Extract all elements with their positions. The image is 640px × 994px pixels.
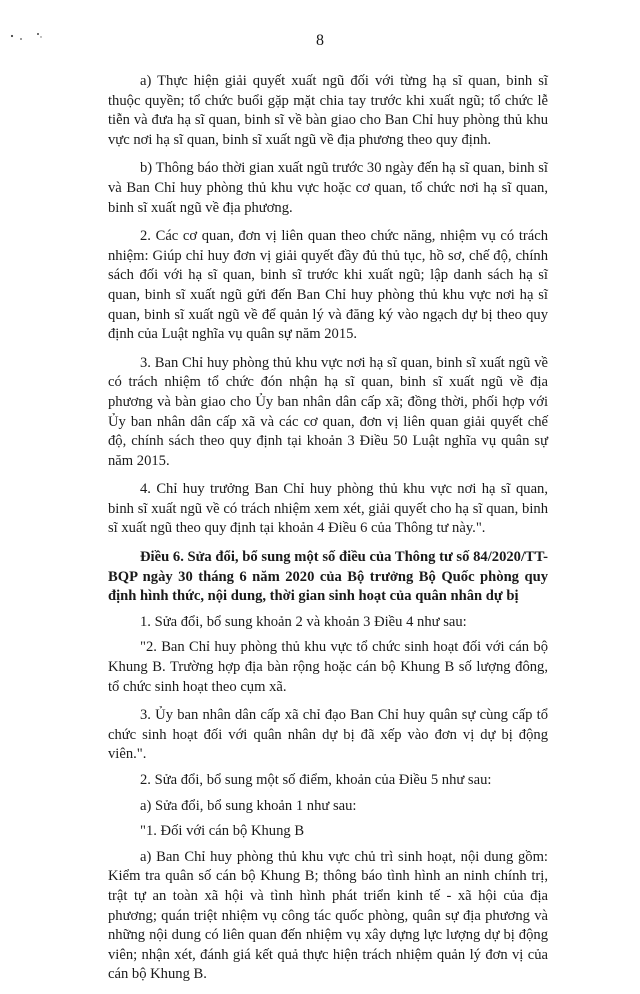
paragraph-amend-2a: a) Sửa đổi, bổ sung khoản 1 như sau:: [140, 797, 357, 814]
paragraph-clause-3: 3. Ban Chỉ huy phòng thủ khu vực nơi hạ sĩ quan, binh sĩ xuất ngũ về có trách nhiệm tổ chức đón nhận hạ sĩ quan, binh sĩ xuất ngũ về địa phương và bàn giao cho Ủy ban nhân dân cấp xã; đồng thời, phối hợp với Ủy ban nhân dân cấp xã và các cơ quan, đơn vị liên quan giải quyết chế độ, chính sách theo quy định tại khoản 3 Điều 50 Luật nghĩa vụ quân sự năm 2015.: [108, 354, 548, 469]
paragraph-khung-b-heading: "1. Đối với cán bộ Khung B: [140, 823, 305, 840]
page-number: 8: [316, 32, 324, 49]
article-6-title: Điều 6. Sửa đổi, bổ sung một số điều của Thông tư số 84/2020/TT-BQP ngày 30 tháng 6 năm 2020 của Bộ trưởng Bộ Quốc phòng quy định hình thức, nội dung, thời gian sinh hoạt của quân nhân dự bị: [108, 549, 548, 605]
paragraph-amend-2: 2. Sửa đổi, bổ sung một số điểm, khoản của Điều 5 như sau:: [140, 772, 492, 788]
paragraph-quote-3: 3. Ủy ban nhân dân cấp xã chỉ đạo Ban Chỉ huy quân sự cùng cấp tổ chức sinh hoạt đối với quân nhân dự bị đã xếp vào đơn vị dự bị động viên.".: [108, 707, 548, 763]
paragraph-3a: a) Thực hiện giải quyết xuất ngũ đối với từng hạ sĩ quan, binh sĩ thuộc quyền; tổ chức buổi gặp mặt chia tay trước khi xuất ngũ; tổ chức lễ tiễn và đưa hạ sĩ quan, binh sĩ về bàn giao cho Ban Chỉ huy phòng thủ khu vực nơi hạ sĩ quan, binh sĩ xuất ngũ về địa phương theo quy định.: [108, 73, 548, 148]
paragraph-clause-2: 2. Các cơ quan, đơn vị liên quan theo chức năng, nhiệm vụ có trách nhiệm: Giúp chỉ huy đơn vị giải quyết đầy đủ thủ tục, hồ sơ, chế độ, chính sách đối với hạ sĩ quan, binh sĩ trước khi xuất ngũ; lập danh sách hạ sĩ quan, binh sĩ xuất ngũ gửi đến Ban Chỉ huy phòng thủ khu vực nơi hạ sĩ quan, binh sĩ xuất ngũ về để quản lý và đăng ký vào ngạch dự bị theo quy định của Luật nghĩa vụ quân sự năm 2015.: [108, 228, 548, 343]
paragraph-khung-b-a: a) Ban Chỉ huy phòng thủ khu vực chủ trì sinh hoạt, nội dung gồm: Kiểm tra quân số cán bộ Khung B; thông báo tình hình an ninh chính trị, trật tự an toàn xã hội và tình hình phát triển kinh tế - xã hội của địa phương; quán triệt nhiệm vụ công tác quốc phòng, quân sự địa phương và những nội dung có liên quan đến nhiệm vụ xây dựng lực lượng dự bị động viên; nhận xét, đánh giá kết quả thực hiện trách nhiệm quản lý đơn vị của cán bộ Khung B.: [108, 848, 548, 983]
paragraph-clause-4: 4. Chỉ huy trưởng Ban Chỉ huy phòng thủ khu vực nơi hạ sĩ quan, binh sĩ xuất ngũ về có trách nhiệm xem xét, giải quyết cho hạ sĩ quan, binh sĩ xuất ngũ theo quy định tại khoản 4 Điều 6 của Thông tư này.".: [108, 481, 548, 537]
document-body: [108, 72, 548, 994]
paragraph-amend-1: 1. Sửa đổi, bổ sung khoản 2 và khoản 3 Điều 4 như sau:: [140, 613, 467, 630]
paragraph-3b: b) Thông báo thời gian xuất ngũ trước 30 ngày đến hạ sĩ quan, binh sĩ và Ban Chỉ huy phòng thủ khu vực hoặc cơ quan, tổ chức nơi hạ sĩ quan, binh sĩ xuất ngũ về địa phương.: [108, 160, 548, 216]
paragraph-quote-2: "2. Ban Chỉ huy phòng thủ khu vực tổ chức sinh hoạt đối với cán bộ Khung B. Trường hợp địa bàn rộng hoặc cán bộ Khung B số lượng đông, tổ chức sinh hoạt theo cụm xã.: [108, 639, 548, 695]
